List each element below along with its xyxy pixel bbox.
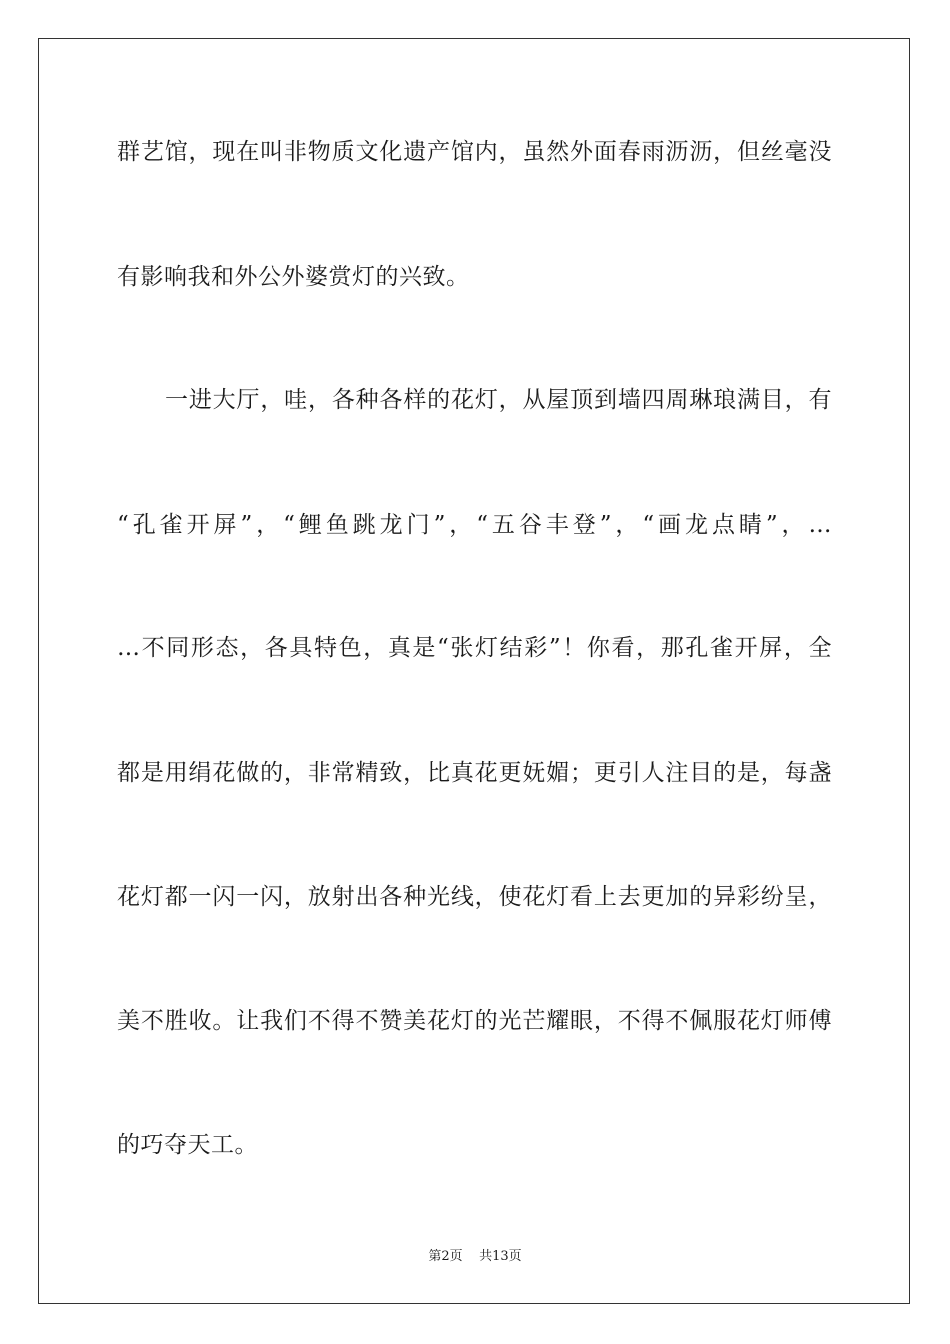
- body-line-8: 美不胜收。让我们不得不赞美花灯的光芒耀眼，不得不佩服花灯师傅: [117, 1008, 832, 1034]
- body-line-7: 花灯都一闪一闪，放射出各种光线，使花灯看上去更加的异彩纷呈，: [117, 884, 832, 910]
- body-line-3: 一进大厅，哇，各种各样的花灯，从屋顶到墙四周琳琅满目，有: [165, 387, 832, 413]
- body-line-1: 群艺馆，现在叫非物质文化遗产馆内，虽然外面春雨沥沥，但丝毫没: [117, 139, 832, 165]
- page-frame: [38, 38, 910, 1304]
- body-line-2: 有影响我和外公外婆赏灯的兴致。: [117, 264, 470, 290]
- body-line-4: “孔雀开屏”，“鲤鱼跳龙门”，“五谷丰登”，“画龙点睛”，…: [117, 512, 832, 538]
- page-total: 共13页: [479, 1249, 522, 1264]
- body-line-6: 都是用绢花做的，非常精致，比真花更妩媚；更引人注目的是，每盏: [117, 760, 832, 786]
- page-footer: [0, 1248, 950, 1266]
- page-number: 第2页: [428, 1249, 463, 1264]
- body-line-9: 的巧夺天工。: [117, 1132, 258, 1158]
- body-line-5: …不同形态，各具特色，真是“张灯结彩”！你看，那孔雀开屏，全: [117, 635, 832, 661]
